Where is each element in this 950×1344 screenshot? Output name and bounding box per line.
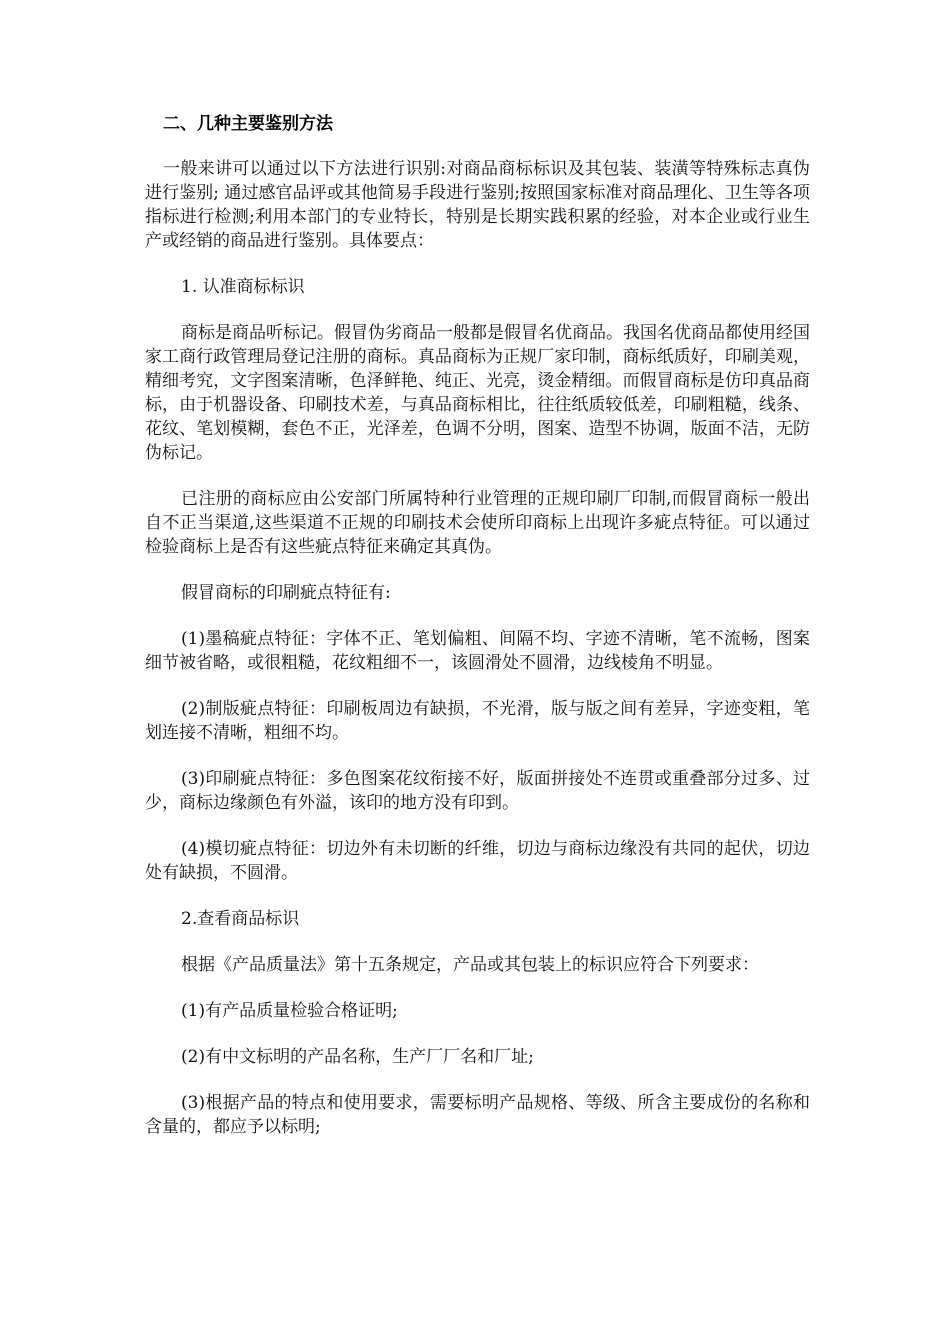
- section-heading: 二、几种主要鉴别方法: [163, 114, 333, 134]
- subheading-product-label: 2.查看商品标识: [181, 909, 300, 929]
- registered-trademark-paragraph: 已注册的商标应由公安部门所属特种行业管理的正规印刷厂印制,而假冒商标一般出自不正当渠道,这些渠道不正规的印刷技术会使所印商标上出现许多疵点特征。可以通过检验商标上是否有这些疵点特征来确定其真伪。: [145, 489, 810, 557]
- intro-paragraph: 一般来讲可以通过以下方法进行识别:对商品商标标识及其包装、装潢等特殊标志真伪进行鉴别; 通过感官品评或其他简易手段进行鉴别;按照国家标准对商品理化、卫生等各项指标进行检测;利用本部门的专业特长，特别是长期实践积累的经验，对本企业或行业生产或经销的商品进行鉴别。具体要点：: [145, 159, 810, 251]
- defect-item-1: (1)墨稿疵点特征：字体不正、笔划偏粗、间隔不均、字迹不清晰，笔不流畅，图案细节被省略，或很粗糙，花纹粗细不一，该圆滑处不圆滑，边线棱角不明显。: [145, 629, 810, 673]
- defect-features-intro: 假冒商标的印刷疵点特征有:: [181, 583, 391, 603]
- defect-item-4: (4)模切疵点特征：切边外有未切断的纤维，切边与商标边缘没有共同的起伏，切边处有缺损，不圆滑。: [145, 839, 810, 883]
- trademark-paragraph: 商标是商品听标记。假冒伪劣商品一般都是假冒名优商品。我国名优商品都使用经国家工商行政管理局登记注册的商标。真品商标为正规厂家印制，商标纸质好，印刷美观，精细考究，文字图案清晰，色泽鲜艳、纯正、光亮，烫金精细。而假冒商标是仿印真品商标，由于机器设备、印刷技术差，与真品商标相比，往往纸质较低差，印刷粗糙，线条、花纹、笔划模糊，套色不正，光泽差，色调不分明，图案、造型不协调，版面不洁，无防伪标记。: [145, 323, 810, 463]
- defect-item-2: (2)制版疵点特征：印刷板周边有缺损，不光滑，版与版之间有差异，字迹变粗，笔划连接不清晰，粗细不均。: [145, 699, 810, 743]
- subheading-trademark: 1. 认准商标标识: [181, 277, 305, 297]
- requirement-item-2: (2)有中文标明的产品名称，生产厂厂名和厂址;: [181, 1047, 534, 1067]
- requirement-item-1: (1)有产品质量检验合格证明;: [181, 1001, 398, 1021]
- document-body: [145, 112, 810, 1161]
- requirement-item-3: (3)根据产品的特点和使用要求，需要标明产品规格、等级、所含主要成份的名称和含量的，都应予以标明;: [145, 1093, 810, 1137]
- defect-item-3: (3)印刷疵点特征：多色图案花纹衔接不好，版面拼接处不连贯或重叠部分过多、过少，商标边缘颜色有外溢，该印的地方没有印到。: [145, 769, 810, 813]
- law-requirement-paragraph: 根据《产品质量法》第十五条规定，产品或其包装上的标识应符合下列要求：: [181, 955, 759, 975]
